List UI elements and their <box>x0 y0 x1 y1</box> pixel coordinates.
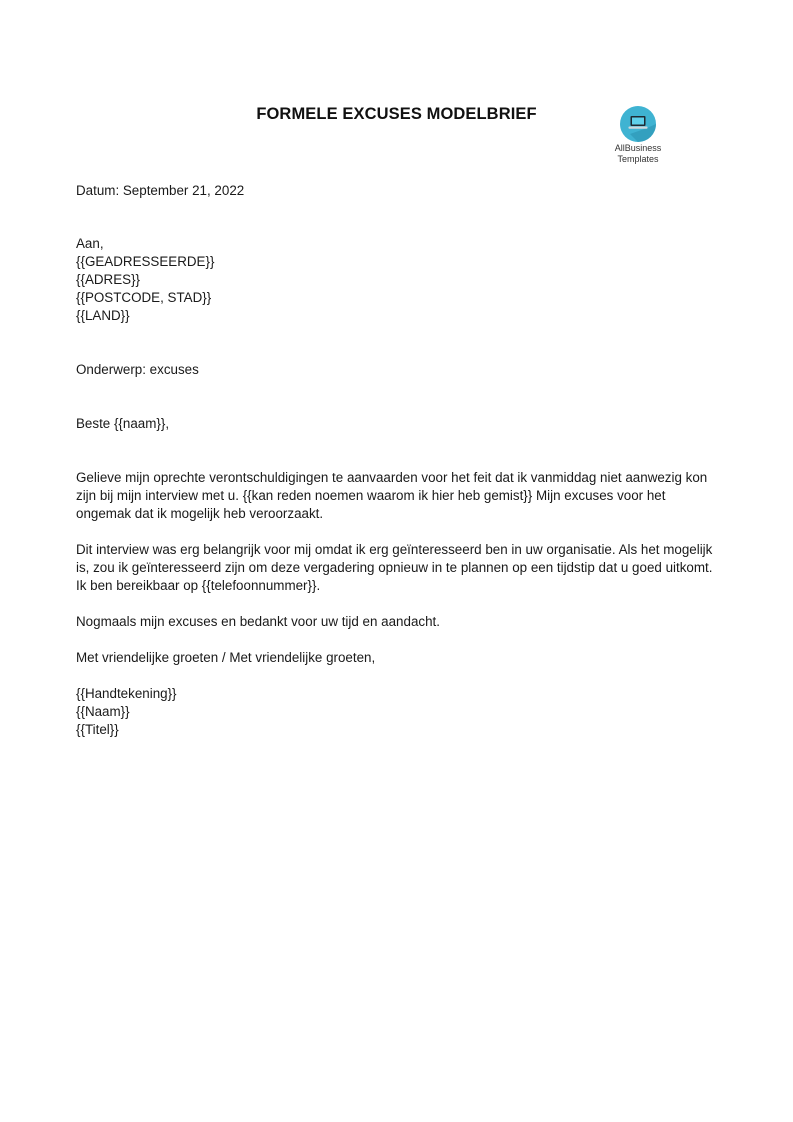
letter-greeting: Beste {{naam}}, <box>76 416 170 431</box>
letter-closing: Met vriendelijke groeten / Met vriendelijke groeten, <box>76 650 376 665</box>
signature-title: {{Titel}} <box>76 722 119 737</box>
logo-text-line1: AllBusiness <box>614 143 662 153</box>
recipient-name: {{GEADRESSEERDE}} <box>76 254 215 269</box>
letter-subject: Onderwerp: excuses <box>76 362 199 377</box>
allbusiness-templates-logo <box>604 106 672 164</box>
document-title: FORMELE EXCUSES MODELBRIEF <box>256 105 537 123</box>
paragraph-line: Ik ben bereikbaar op {{telefoonnummer}}. <box>76 578 321 593</box>
signature-block <box>76 685 726 739</box>
paragraph-line: ongemak dat ik mogelijk heb veroorzaakt. <box>76 506 324 521</box>
recipient-block <box>76 235 726 325</box>
paragraph-apology <box>76 469 726 523</box>
paragraph-reschedule <box>76 541 726 595</box>
paragraph-line: is, zou ik geïnteresseerd zijn om deze vergadering opnieuw in te plannen op een tijdstip dat u goed uitkomt. <box>76 560 713 575</box>
paragraph-thanks: Nogmaals mijn excuses en bedankt voor uw tijd en aandacht. <box>76 614 440 629</box>
signature-placeholder: {{Handtekening}} <box>76 686 177 701</box>
recipient-postal-city: {{POSTCODE, STAD}} <box>76 290 212 305</box>
logo-text-line2: Templates <box>617 154 659 164</box>
laptop-icon <box>620 106 656 142</box>
recipient-address: {{ADRES}} <box>76 272 141 287</box>
recipient-salutation: Aan, <box>76 236 104 251</box>
signature-name: {{Naam}} <box>76 704 130 719</box>
paragraph-line: zijn bij mijn interview met u. {{kan reden noemen waarom ik hier heb gemist}} Mijn excuses voor het <box>76 488 666 503</box>
paragraph-line: Dit interview was erg belangrijk voor mij omdat ik erg geïnteresseerd ben in uw organisatie. Als het mogelijk <box>76 542 713 557</box>
letter-date: Datum: September 21, 2022 <box>76 183 245 198</box>
logo-circle <box>620 106 656 142</box>
paragraph-line: Gelieve mijn oprechte verontschuldigingen te aanvaarden voor het feit dat ik vanmiddag niet aanwezig kon <box>76 470 708 485</box>
recipient-country: {{LAND}} <box>76 308 130 323</box>
